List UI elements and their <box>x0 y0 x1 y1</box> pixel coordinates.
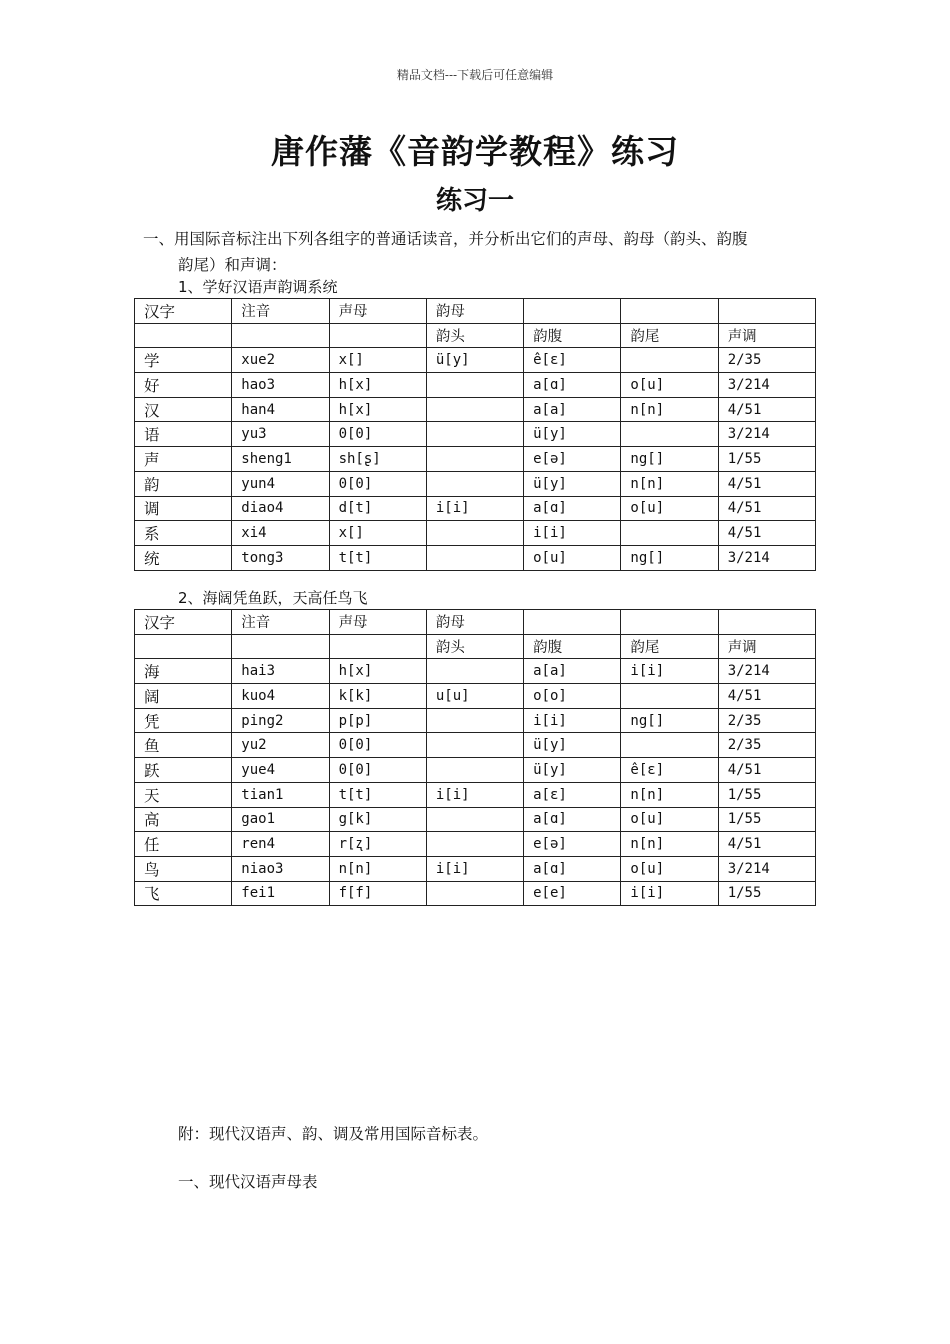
cell-main-vowel <box>524 299 621 324</box>
table-row <box>135 422 816 447</box>
cell-medial: 韵头 <box>426 323 523 348</box>
cell-medial <box>426 471 523 496</box>
cell-pinyin <box>232 323 329 348</box>
cell-hanzi: 凭 <box>135 708 232 733</box>
cell-initial: 0[0] <box>329 471 426 496</box>
table-row <box>135 807 816 832</box>
cell-hanzi: 系 <box>135 521 232 546</box>
cell-medial <box>426 807 523 832</box>
cell-initial: f[f] <box>329 881 426 906</box>
cell-initial: r[ʐ] <box>329 832 426 857</box>
cell-hanzi: 声 <box>135 447 232 472</box>
cell-hanzi <box>135 323 232 348</box>
cell-tone: 1/55 <box>718 447 815 472</box>
cell-main-vowel: o[o] <box>524 684 621 709</box>
table-row <box>135 881 816 906</box>
table-row <box>135 348 816 373</box>
subheader-row <box>135 323 816 348</box>
cell-main-vowel: a[a] <box>524 659 621 684</box>
cell-medial <box>426 521 523 546</box>
cell-coda: n[n] <box>621 832 718 857</box>
table-row <box>135 708 816 733</box>
cell-tone: 声调 <box>718 323 815 348</box>
cell-tone: 1/55 <box>718 881 815 906</box>
cell-main-vowel: ê[ɛ] <box>524 348 621 373</box>
table-row <box>135 758 816 783</box>
cell-main-vowel: a[a] <box>524 397 621 422</box>
cell-tone: 3/214 <box>718 373 815 398</box>
cell-pinyin <box>232 634 329 659</box>
cell-tone: 4/51 <box>718 471 815 496</box>
cell-tone: 4/51 <box>718 397 815 422</box>
cell-coda: o[u] <box>621 807 718 832</box>
table-2-caption: 2、海阔凭鱼跃，天高任鸟飞 <box>178 589 368 607</box>
cell-medial <box>426 708 523 733</box>
cell-medial <box>426 373 523 398</box>
cell-hanzi: 跃 <box>135 758 232 783</box>
cell-coda <box>621 299 718 324</box>
cell-coda: ng[] <box>621 447 718 472</box>
cell-hanzi: 好 <box>135 373 232 398</box>
table-row <box>135 782 816 807</box>
cell-tone <box>718 299 815 324</box>
cell-tone <box>718 610 815 635</box>
cell-initial: 0[0] <box>329 758 426 783</box>
cell-pinyin: yu3 <box>232 422 329 447</box>
cell-pinyin: yun4 <box>232 471 329 496</box>
cell-initial: h[x] <box>329 397 426 422</box>
cell-main-vowel: a[ɑ] <box>524 807 621 832</box>
table-row <box>135 545 816 570</box>
cell-tone: 3/214 <box>718 659 815 684</box>
cell-tone: 2/35 <box>718 348 815 373</box>
cell-tone: 2/35 <box>718 733 815 758</box>
cell-main-vowel: ü[y] <box>524 758 621 783</box>
cell-coda: n[n] <box>621 397 718 422</box>
appendix-section-1: 一、现代汉语声母表 <box>178 1173 318 1191</box>
cell-pinyin: han4 <box>232 397 329 422</box>
cell-tone: 1/55 <box>718 782 815 807</box>
cell-initial: sh[ʂ] <box>329 447 426 472</box>
cell-coda: 韵尾 <box>621 634 718 659</box>
cell-coda: ng[] <box>621 545 718 570</box>
cell-initial: t[t] <box>329 782 426 807</box>
cell-main-vowel: ü[y] <box>524 733 621 758</box>
cell-tone: 4/51 <box>718 832 815 857</box>
cell-initial: 0[0] <box>329 422 426 447</box>
cell-tone: 4/51 <box>718 758 815 783</box>
cell-pinyin: ren4 <box>232 832 329 857</box>
cell-pinyin: sheng1 <box>232 447 329 472</box>
cell-hanzi: 汉字 <box>135 610 232 635</box>
cell-coda <box>621 684 718 709</box>
cell-hanzi <box>135 634 232 659</box>
cell-main-vowel: a[ɛ] <box>524 782 621 807</box>
cell-coda: ng[] <box>621 708 718 733</box>
cell-pinyin: niao3 <box>232 856 329 881</box>
cell-initial: h[x] <box>329 659 426 684</box>
cell-coda: n[n] <box>621 471 718 496</box>
table-2 <box>134 609 816 906</box>
cell-coda <box>621 733 718 758</box>
cell-coda: o[u] <box>621 856 718 881</box>
cell-initial: p[p] <box>329 708 426 733</box>
cell-pinyin: hao3 <box>232 373 329 398</box>
cell-medial <box>426 733 523 758</box>
cell-pinyin: xi4 <box>232 521 329 546</box>
cell-tone: 3/214 <box>718 545 815 570</box>
cell-pinyin: diao4 <box>232 496 329 521</box>
cell-main-vowel: 韵腹 <box>524 634 621 659</box>
cell-hanzi: 飞 <box>135 881 232 906</box>
cell-medial: 韵头 <box>426 634 523 659</box>
cell-hanzi: 韵 <box>135 471 232 496</box>
table-row <box>135 832 816 857</box>
cell-main-vowel: a[ɑ] <box>524 496 621 521</box>
cell-main-vowel: ü[y] <box>524 471 621 496</box>
cell-main-vowel: e[ə] <box>524 447 621 472</box>
table-row <box>135 471 816 496</box>
cell-tone: 4/51 <box>718 496 815 521</box>
cell-tone: 3/214 <box>718 422 815 447</box>
subheader-row <box>135 634 816 659</box>
cell-medial <box>426 881 523 906</box>
header-row <box>135 610 816 635</box>
cell-pinyin: yu2 <box>232 733 329 758</box>
cell-coda <box>621 521 718 546</box>
cell-coda <box>621 610 718 635</box>
cell-medial <box>426 758 523 783</box>
cell-main-vowel: a[ɑ] <box>524 856 621 881</box>
cell-pinyin: tian1 <box>232 782 329 807</box>
cell-main-vowel: o[u] <box>524 545 621 570</box>
cell-coda: o[u] <box>621 373 718 398</box>
cell-initial: t[t] <box>329 545 426 570</box>
cell-initial <box>329 634 426 659</box>
cell-coda <box>621 348 718 373</box>
cell-pinyin: 注音 <box>232 299 329 324</box>
question-1-line-2: 韵尾）和声调： <box>178 256 287 274</box>
cell-tone: 2/35 <box>718 708 815 733</box>
table-row <box>135 856 816 881</box>
cell-main-vowel <box>524 610 621 635</box>
cell-medial: i[i] <box>426 782 523 807</box>
appendix-note: 附：现代汉语声、韵、调及常用国际音标表。 <box>178 1125 489 1143</box>
cell-medial: ü[y] <box>426 348 523 373</box>
cell-main-vowel: i[i] <box>524 521 621 546</box>
cell-medial <box>426 447 523 472</box>
cell-pinyin: yue4 <box>232 758 329 783</box>
cell-initial <box>329 323 426 348</box>
table-row <box>135 397 816 422</box>
exercise-subtitle: 练习一 <box>435 186 514 216</box>
table-1 <box>134 298 816 571</box>
cell-medial: 韵母 <box>426 299 523 324</box>
question-1 <box>143 226 823 278</box>
cell-coda: i[i] <box>621 659 718 684</box>
table-row <box>135 521 816 546</box>
cell-pinyin: tong3 <box>232 545 329 570</box>
cell-hanzi: 汉 <box>135 397 232 422</box>
cell-pinyin: hai3 <box>232 659 329 684</box>
cell-main-vowel: 韵腹 <box>524 323 621 348</box>
cell-hanzi: 阔 <box>135 684 232 709</box>
table-row <box>135 659 816 684</box>
cell-coda: o[u] <box>621 496 718 521</box>
cell-tone: 4/51 <box>718 684 815 709</box>
cell-hanzi: 统 <box>135 545 232 570</box>
cell-pinyin: xue2 <box>232 348 329 373</box>
cell-hanzi: 海 <box>135 659 232 684</box>
cell-tone: 声调 <box>718 634 815 659</box>
cell-hanzi: 任 <box>135 832 232 857</box>
cell-coda: n[n] <box>621 782 718 807</box>
cell-coda <box>621 422 718 447</box>
cell-medial <box>426 832 523 857</box>
cell-medial <box>426 397 523 422</box>
cell-coda: i[i] <box>621 881 718 906</box>
cell-medial <box>426 659 523 684</box>
cell-initial: n[n] <box>329 856 426 881</box>
cell-initial: k[k] <box>329 684 426 709</box>
page-watermark: 精品文档---下载后可任意编辑 <box>396 68 554 82</box>
cell-pinyin: fei1 <box>232 881 329 906</box>
cell-hanzi: 天 <box>135 782 232 807</box>
cell-hanzi: 学 <box>135 348 232 373</box>
cell-initial: 声母 <box>329 299 426 324</box>
cell-coda: ê[ɛ] <box>621 758 718 783</box>
cell-tone: 3/214 <box>718 856 815 881</box>
cell-main-vowel: e[e] <box>524 881 621 906</box>
question-1-line-1: 一、用国际音标注出下列各组字的普通话读音，并分析出它们的声母、韵母（韵头、韵腹 <box>143 230 748 248</box>
cell-medial: 韵母 <box>426 610 523 635</box>
table-1-caption: 1、学好汉语声韵调系统 <box>178 278 338 296</box>
table-row <box>135 373 816 398</box>
cell-initial: h[x] <box>329 373 426 398</box>
cell-main-vowel: e[ə] <box>524 832 621 857</box>
cell-coda: 韵尾 <box>621 323 718 348</box>
cell-hanzi: 高 <box>135 807 232 832</box>
cell-pinyin: 注音 <box>232 610 329 635</box>
cell-medial <box>426 545 523 570</box>
cell-initial: x[] <box>329 348 426 373</box>
cell-hanzi: 鱼 <box>135 733 232 758</box>
cell-initial: x[] <box>329 521 426 546</box>
table-row <box>135 684 816 709</box>
table-row <box>135 733 816 758</box>
cell-hanzi: 汉字 <box>135 299 232 324</box>
cell-pinyin: gao1 <box>232 807 329 832</box>
cell-tone: 1/55 <box>718 807 815 832</box>
cell-main-vowel: ü[y] <box>524 422 621 447</box>
cell-pinyin: kuo4 <box>232 684 329 709</box>
cell-medial: i[i] <box>426 496 523 521</box>
cell-initial: 0[0] <box>329 733 426 758</box>
cell-initial: 声母 <box>329 610 426 635</box>
cell-hanzi: 鸟 <box>135 856 232 881</box>
cell-hanzi: 调 <box>135 496 232 521</box>
document-title: 唐作藩《音韵学教程》练习 <box>271 132 679 171</box>
cell-medial: u[u] <box>426 684 523 709</box>
table-row <box>135 496 816 521</box>
header-row <box>135 299 816 324</box>
cell-main-vowel: i[i] <box>524 708 621 733</box>
cell-medial: i[i] <box>426 856 523 881</box>
cell-pinyin: ping2 <box>232 708 329 733</box>
table-row <box>135 447 816 472</box>
cell-medial <box>426 422 523 447</box>
cell-tone: 4/51 <box>718 521 815 546</box>
cell-initial: g[k] <box>329 807 426 832</box>
cell-initial: d[t] <box>329 496 426 521</box>
cell-hanzi: 语 <box>135 422 232 447</box>
cell-main-vowel: a[ɑ] <box>524 373 621 398</box>
